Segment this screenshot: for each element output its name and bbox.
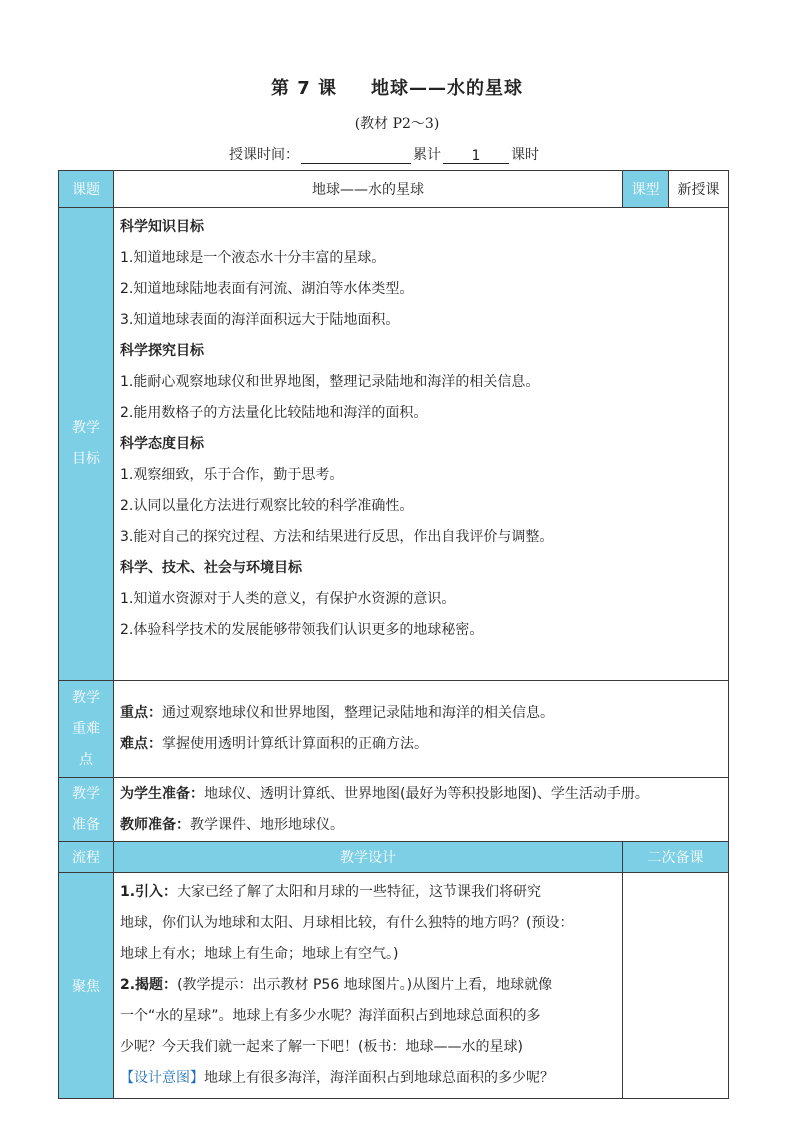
lesson-heading — [0, 74, 794, 100]
list-item: 1.观察细致，乐于合作，勤于思考。 — [120, 467, 344, 483]
intro-line — [120, 877, 616, 908]
flow-header-row — [59, 842, 729, 873]
key-label-line: 点 — [79, 751, 93, 768]
lesson-number: 第 7 课 — [270, 78, 338, 99]
difficulty-text: 掌握使用透明计算纸计算面积的正确方法。 — [162, 736, 428, 752]
lesson-type-label: 课型 — [623, 171, 669, 208]
key-label-line: 教学 — [72, 689, 100, 706]
key-points-content — [114, 681, 729, 778]
revision-col-header: 二次备课 — [623, 842, 729, 873]
preparation-row — [59, 778, 729, 842]
inquiry-goals-title: 科学探究目标 — [120, 343, 204, 359]
reveal-label: 2.揭题： — [120, 977, 178, 993]
focus-point — [120, 698, 722, 729]
difficulty-point — [120, 729, 722, 760]
difficulty-label: 难点： — [120, 736, 162, 752]
design-intent-line — [120, 1063, 616, 1094]
list-item: 2.认同以量化方法进行观察比较的科学准确性。 — [120, 498, 414, 514]
text-line: 一个“水的星球”。地球上有多少水呢？海洋面积占到地球总面积的多 — [120, 1008, 541, 1024]
preparation-content — [114, 778, 729, 842]
list-item: 1.能耐心观察地球仪和世界地图，整理记录陆地和海洋的相关信息。 — [120, 374, 540, 390]
focus-stage-content — [114, 873, 623, 1099]
focus-label: 重点： — [120, 705, 162, 721]
student-prep — [120, 779, 722, 810]
focus-stage-row — [59, 873, 729, 1099]
textbook-reference: (教材 P2～3) — [354, 116, 440, 132]
topic-value: 地球——水的星球 — [114, 171, 623, 208]
text-line: 少呢？今天我们就一起来了解一下吧！(板书：地球——水的星球) — [120, 1039, 523, 1055]
lesson-title: 地球——水的星球 — [371, 78, 524, 99]
revision-notes-cell[interactable] — [623, 873, 729, 1099]
total-label: 累计 — [413, 147, 441, 163]
teacher-prep-text: 教学课件、地形地球仪。 — [190, 816, 344, 833]
text-line: 地球上有水；地球上有生命；地球上有空气。) — [120, 946, 399, 962]
goals-content — [114, 208, 729, 681]
goals-label-line: 教学 — [72, 420, 100, 436]
goals-label-line: 目标 — [72, 451, 100, 467]
focus-stage-label: 聚焦 — [59, 873, 114, 1099]
attitude-goals-title: 科学态度目标 — [120, 436, 204, 452]
prep-label-line: 教学 — [72, 785, 100, 802]
sts-goals-title: 科学、技术、社会与环境目标 — [120, 560, 302, 576]
key-label-line: 重难 — [72, 720, 100, 737]
preparation-label — [59, 778, 114, 842]
design-intent-tag: 【设计意图】 — [120, 1070, 204, 1086]
list-item: 1.知道地球是一个液态水十分丰富的星球。 — [120, 250, 386, 266]
list-item: 2.体验科学技术的发展能够带领我们认识更多的地球秘密。 — [120, 622, 484, 638]
focus-text: 通过观察地球仪和世界地图，整理记录陆地和海洋的相关信息。 — [162, 705, 554, 721]
student-prep-text: 地球仪、透明计算纸、世界地图(最好为等积投影地图)、学生活动手册。 — [204, 785, 649, 802]
prep-label-line: 准备 — [72, 816, 100, 833]
list-item: 1.知道水资源对于人类的意义，有保护水资源的意识。 — [120, 591, 456, 607]
teacher-prep — [120, 810, 722, 841]
time-blank[interactable] — [301, 148, 411, 164]
schedule-line — [229, 144, 539, 164]
goals-row — [59, 208, 729, 681]
design-col-header: 教学设计 — [114, 842, 623, 873]
reveal-text: (教学提示：出示教材 P56 地球图片。)从图片上看，地球就像 — [177, 977, 553, 993]
teacher-prep-label: 教师准备： — [120, 816, 190, 833]
intro-label: 1.引入： — [120, 884, 178, 900]
student-prep-label: 为学生准备： — [120, 785, 204, 802]
goals-label — [59, 208, 114, 681]
lesson-type-value: 新授课 — [669, 171, 729, 208]
key-points-label — [59, 681, 114, 778]
lesson-plan-table — [58, 170, 729, 1099]
key-points-row — [59, 681, 729, 778]
time-label: 授课时间： — [229, 147, 299, 163]
knowledge-goals-title: 科学知识目标 — [120, 219, 204, 235]
list-item: 3.能对自己的探究过程、方法和结果进行反思，作出自我评价与调整。 — [120, 529, 554, 545]
topic-label: 课题 — [59, 171, 114, 208]
design-intent-text: 地球上有很多海洋，海洋面积占到地球总面积的多少呢？ — [204, 1070, 554, 1086]
reveal-line — [120, 970, 616, 1001]
intro-text: 大家已经了解了太阳和月球的一些特征，这节课我们将研究 — [177, 884, 542, 900]
list-item: 2.能用数格子的方法量化比较陆地和海洋的面积。 — [120, 405, 428, 421]
text-line: 地球，你们认为地球和太阳、月球相比较，有什么独特的地方吗？(预设： — [120, 915, 574, 931]
total-value[interactable]: 1 — [443, 148, 509, 164]
hours-label: 课时 — [511, 147, 539, 163]
list-item: 3.知道地球表面的海洋面积远大于陆地面积。 — [120, 312, 400, 328]
flow-col-header: 流程 — [59, 842, 114, 873]
list-item: 2.知道地球陆地表面有河流、湖泊等水体类型。 — [120, 281, 414, 297]
topic-row — [59, 171, 729, 208]
